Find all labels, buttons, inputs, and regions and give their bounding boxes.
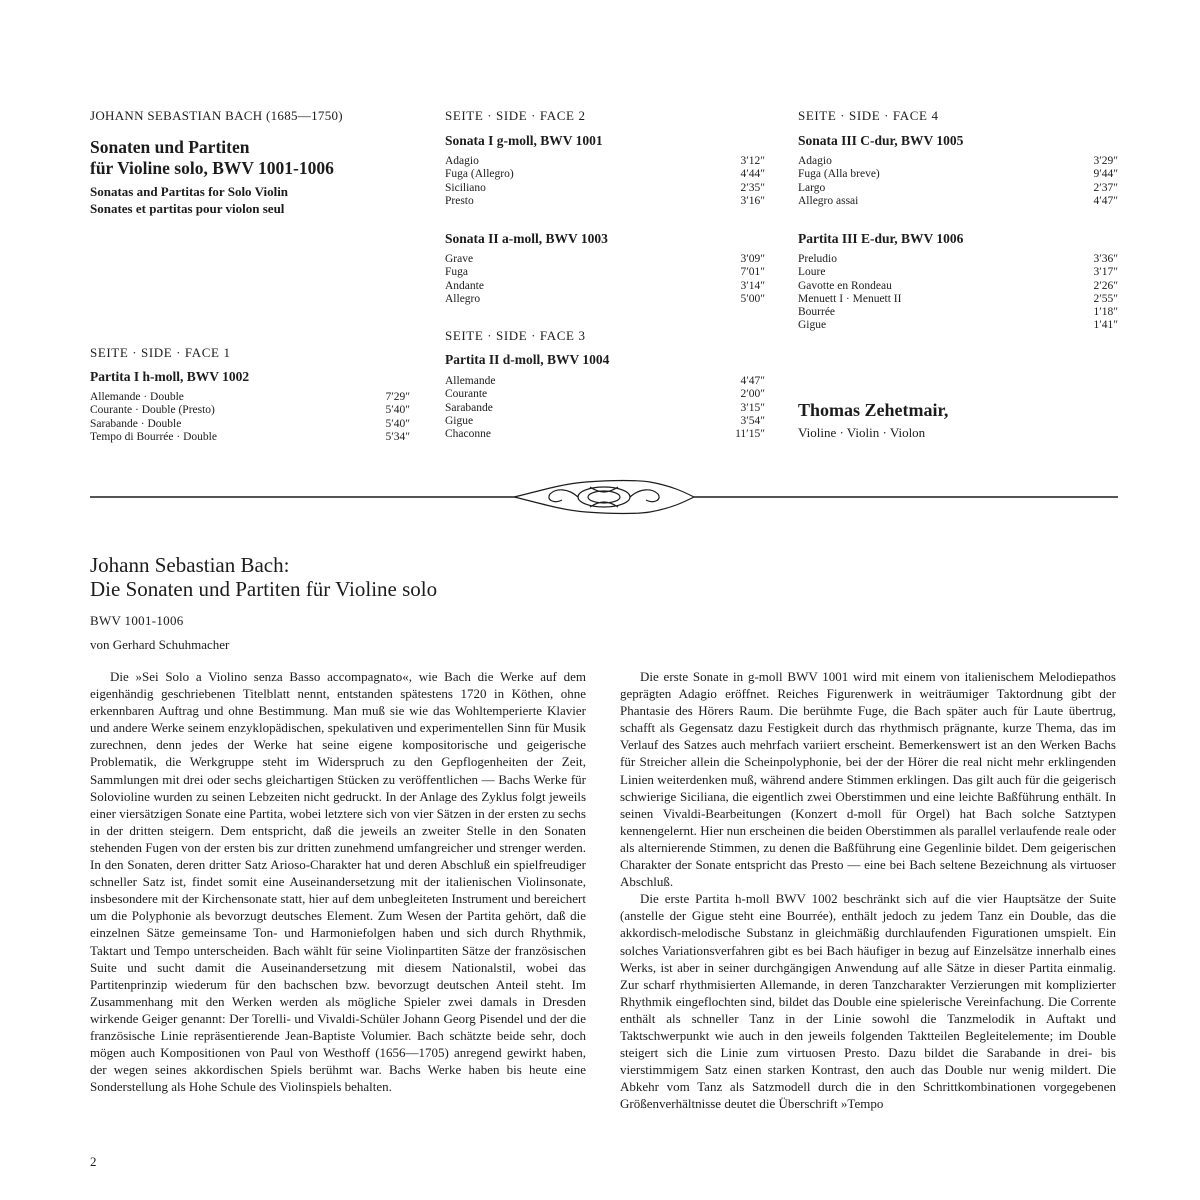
performer-name: Thomas Zehetmair, [798,400,949,420]
ornament-flourish-icon [514,481,694,514]
track-row [445,155,765,168]
track-row [445,402,765,415]
side-1-work-1-title: Partita I h-moll, BWV 1002 [90,369,250,384]
side-2-heading: SEITE · SIDE · FACE 2 [445,108,586,123]
side-4-work-1-tracklist [798,155,1118,208]
track-duration: 3′12″ [740,155,765,167]
track-duration: 3′36″ [1093,253,1118,265]
track-title: Loure [798,266,826,279]
track-row [798,253,1118,266]
article-left-paragraph-1: Die »Sei Solo a Violino senza Basso accompagnato«, wie Bach die Werke auf dem eigenhändig geschriebenen Titelblatt nennt, entstanden spätestens 1720 in Köthen, ohne erkennbaren Auftrag und ohne Bestimmung. Man muß sie wie das Wohltemperierte Klavier und andere Werke seinem enzyklopädischen, spekulativen und experimentellen Sinn für Musik zurechnen, denn jedes der Werke hat seine eigene kompositorische und geigerische Problematik, die Werkgruppe steht im Widerspruch zu den Gepflogenheiten der Zeit, Sammlungen mit drei oder sechs gleichartigen Stücken zu veröffentlichen — Bachs Werke für Solovioline wurden zu seinen Lebzeiten nicht gedruckt. In der Anlage des Zyklus folgt jeweils einer viersätzigen Sonate eine Partita, wobei letztere sich von vier Sätzen in der ersten zu sechs in der dritten steigern. Dem entspricht, daß die jeweils an zweiter Stelle in den Sonaten stehenden Fugen von der ersten bis zur dritten zunehmend umfangreicher und strenger werden. In den Sonaten, deren dritter Satz Arioso-Charakter hat und deren Abschluß ein spielfreudiger schneller Satz ist, findet somit eine Auseinandersetzung mit der italienischen Violinsonate, insbesondere mit der Kirchensonate statt, hier auf dem unbegleiteten Instrument und bereichert um die Polyphonie als bevorzugt deutsches Element. Zum Wesen der Partita gehört, daß die einzelnen Sätze gemeinsame Ton- und Harmoniefolgen haben und sich durch Rhythmik, Taktart und Tempo unterscheiden. Bach wählt für seine Violinpartiten Sätze der französischen Suite und sucht damit die Auseinandersetzung mit diesem Nationalstil, wobei das Partitenprinzip wiederum für den bachschen bzw. bevorzugt deutschen Anteil steht. Im Zusammenhang mit den Werken werden als mögliche Spieler zwei damals in Dresden wirkende Geiger genannt: Der Torelli- und Vivaldi-Schüler Johann Georg Pisendel und der die französische Linie repräsentierende Jean-Baptiste Volumier. Bach schätzte beide sehr, doch mögen auch Kompositionen von Paul von Westhoff (1656—1705) anregend gewirkt haben, der wegen seines akkordischen Spiels berühmt war. Bachs Werke haben bis heute eine Sonderstellung als Hohe Schule des Violinspiels behalten. [90,669,586,1095]
side-3-work-1-title: Partita II d-moll, BWV 1004 [445,352,610,367]
track-row [798,280,1118,293]
work-title-line-1: Sonaten und Partiten [90,137,250,157]
track-duration: 5′40″ [385,404,410,417]
track-row [445,428,765,441]
track-row [798,168,1118,181]
track-duration: 11′15″ [735,428,765,441]
track-duration: 3′17″ [1093,266,1118,279]
side-4-work-1-title: Sonata III C-dur, BWV 1005 [798,133,964,148]
track-row [445,280,765,293]
track-title: Adagio [798,155,832,167]
track-duration: 3′09″ [740,253,765,265]
track-title: Sarabande [445,401,493,414]
subtitle-french: Sonates et partitas pour violon seul [90,201,285,216]
track-row [798,293,1118,306]
track-title: Sarabande · Double [90,417,182,430]
track-title: Tempo di Bourrée · Double [90,430,217,443]
work-subtitles [90,183,288,217]
article-title-line-1: Johann Sebastian Bach: [90,553,290,577]
track-title: Courante [445,388,488,401]
track-duration: 5′00″ [740,292,765,305]
article-right-paragraph-2: Die erste Partita h-moll BWV 1002 beschränkt sich auf die vier Hauptsätze der Suite (anstelle der Gigue steht eine Bourrée), enthält jedoch zu jedem Tanz ein Double, das die akkordisch-melodische Substanz in gleichmäßig durchlaufenden Figurationen umspielt. Ein solches Variationsverfahren gibt es bei Bach häufiger in bezug auf Einzelsätze innerhalb eines Werks, ist aber in seiner durchgängigen Anwendung auf alle Sätze in dieser Partita einmalig. Zur scharf rhythmisierten Allemande, in deren Tanzcharakter Verzierungen mit komplizierter Rhythmik eingeflochten sind, bildet das Double eine spielerische Vereinfachung. Die Corrente enthält als schneller Tanz in der Linie sowohl die Tanzmelodik in Auftakt und Taktschwerpunkt wie auch in den jeweils folgenden Taktteilen Begleitelemente; im Double steigert sich die Linie zum virtuosen Presto. Dazu bildet die Sarabande in drei- bis vierstimmigem Satz einen starken Kontrast, den auch das Double nur wenig mildert. Die Abkehr vom Tanz als Satzmodell durch die in den Schrittkombinationen vorgegebenen Größenverhältnisse deutet die Überschrift »Tempo [620,891,1116,1112]
track-title: Siciliano [445,181,486,194]
track-duration: 3′16″ [740,194,765,207]
track-title: Adagio [445,155,479,167]
track-row [798,195,1118,208]
track-duration: 5′40″ [385,417,410,430]
track-title: Andante [445,279,484,292]
track-row [798,306,1118,319]
track-duration: 2′26″ [1093,279,1118,292]
track-duration: 7′29″ [385,391,410,403]
track-title: Allemande [445,375,496,387]
track-row [445,266,765,279]
track-duration: 2′35″ [740,181,765,194]
track-row [445,195,765,208]
track-title: Fuga (Allegro) [445,168,514,181]
track-duration: 1′18″ [1093,306,1118,319]
track-title: Allegro assai [798,194,859,207]
track-row [445,388,765,401]
track-row [445,293,765,306]
side-4-work-2-title: Partita III E-dur, BWV 1006 [798,231,964,246]
track-title: Bourrée [798,306,836,319]
article-column-right [620,668,1116,1112]
side-4-work-2-tracklist [798,253,1118,333]
work-title-line-2: für Violine solo, BWV 1001-1006 [90,158,334,178]
article-author: von Gerhard Schuhmacher [90,637,230,652]
track-duration: 7′01″ [740,266,765,279]
track-row [798,319,1118,332]
track-title: Allegro [445,292,481,305]
track-row [445,375,765,388]
track-duration: 4′47″ [1093,194,1118,207]
track-duration: 3′15″ [740,401,765,414]
track-row [90,418,410,431]
track-title: Allemande · Double [90,391,184,403]
article-bwv: BWV 1001-1006 [90,613,184,628]
side-3-heading: SEITE · SIDE · FACE 3 [445,328,586,343]
side-1-heading: SEITE · SIDE · FACE 1 [90,345,231,360]
side-2-work-1-tracklist [445,155,765,208]
side-2-work-2-title: Sonata II a-moll, BWV 1003 [445,231,608,246]
track-title: Courante · Double (Presto) [90,404,215,417]
track-row [445,415,765,428]
track-row [90,391,410,404]
track-title: Preludio [798,253,837,265]
work-title [90,137,334,179]
performer-role: Violine · Violin · Violon [798,425,926,440]
track-title: Fuga (Alla breve) [798,168,880,181]
track-title: Fuga [445,266,468,279]
side-2-work-2-tracklist [445,253,765,306]
track-row [445,253,765,266]
track-duration: 4′47″ [740,375,765,387]
article-right-paragraph-1: Die erste Sonate in g-moll BWV 1001 wird mit einem von italienischem Melodiepathos geprägten Adagio eröffnet. Reiches Figurenwerk in weiträumiger Taktordnung gibt der Phantasie des Hörers Raum. Die berühmte Fuge, die Bach später auch für Laute übertrug, schafft als Gegensatz dazu Festigkeit durch das rhythmisch prägnante, kurze Thema, das im Verlauf des Satzes auch mehrfach variiert erscheint. Bemerkenswert ist an den Werken Bachs für Streicher allein die Scheinpolyphonie, bei der der Hörer die real nicht mehr erklingenden Linien weiterdenken muß, während andere Stimmen erklingen. Das gilt auch für die geigerisch schwierige Siciliana, die eigentlich zwei Oberstimmen und eine leichte Baßführung enthält. In seinen Vivaldi-Bearbeitungen (Konzert d-moll für Orgel) hat Bach solche Satztypen kennengelernt. Hier nun erscheinen die beiden Oberstimmen als parallel verlaufende reale oder als alternierende Stimmen, zu denen die Baßführung eine Gegenlinie bildet. Dem geigerischen Charakter der Sonate entspricht das Presto — eine bei Bach seltene Bezeichnung als virtuoser Abschluß. [620,669,1116,890]
track-title: Gigue [445,414,474,427]
track-duration: 3′54″ [740,414,765,427]
track-row [445,182,765,195]
subtitle-english: Sonatas and Partitas for Solo Violin [90,184,289,199]
track-title: Presto [445,194,474,207]
track-row [798,266,1118,279]
track-row [90,404,410,417]
track-title: Largo [798,181,826,194]
track-duration: 2′00″ [740,388,765,401]
track-title: Gavotte en Rondeau [798,279,892,292]
track-row [798,155,1118,168]
side-2-work-1-title: Sonata I g-moll, BWV 1001 [445,133,603,148]
article-title-line-2: Die Sonaten und Partiten für Violine solo [90,577,438,601]
track-duration: 4′44″ [740,168,765,181]
track-duration: 1′41″ [1093,319,1118,332]
track-title: Grave [445,253,474,265]
composer-line: JOHANN SEBASTIAN BACH (1685—1750) [90,108,343,123]
track-title: Gigue [798,319,827,332]
track-duration: 5′34″ [385,430,410,443]
track-title: Chaconne [445,428,491,441]
article-column-left [90,668,586,1095]
track-row [90,431,410,444]
page-number: 2 [90,1154,97,1169]
track-duration: 2′55″ [1093,292,1118,305]
side-3-work-1-tracklist [445,375,765,441]
track-row [445,168,765,181]
track-duration: 3′29″ [1093,155,1118,167]
ornament-divider [90,474,1118,518]
track-title: Menuett I · Menuett II [798,292,902,305]
track-row [798,182,1118,195]
track-duration: 3′14″ [740,279,765,292]
track-duration: 9′44″ [1093,168,1118,181]
side-1-work-1-tracklist [90,391,410,444]
article-title [90,553,437,601]
side-4-heading: SEITE · SIDE · FACE 4 [798,108,939,123]
track-duration: 2′37″ [1093,181,1118,194]
